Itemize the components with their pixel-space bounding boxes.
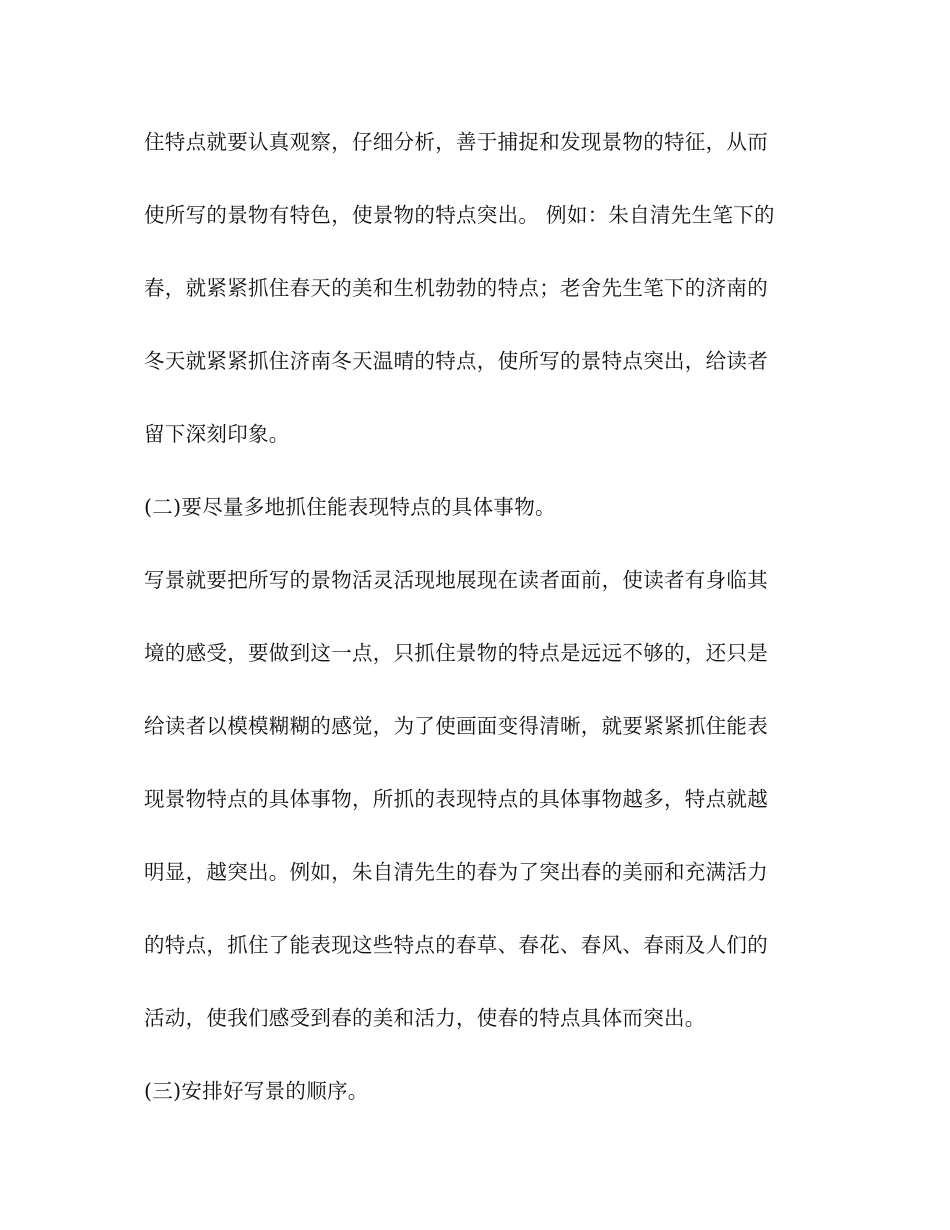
paragraph-line: 给读者以模模糊糊的感觉，为了使画面变得清晰，就要紧紧抓住能表 (144, 714, 768, 738)
paragraph-line: 活动，使我们感受到春的美和活力，使春的特点具体而突出。 (144, 1006, 706, 1030)
section-heading: (三)安排好写景的顺序。 (144, 1079, 369, 1103)
paragraph-line: 现景物特点的具体事物，所抓的表现特点的具体事物越多，特点就越 (144, 787, 768, 811)
paragraph-line: 写景就要把所写的景物活灵活现地展现在读者面前，使读者有身临其 (144, 568, 768, 592)
paragraph-line: 境的感受，要做到这一点，只抓住景物的特点是远远不够的，还只是 (144, 641, 768, 665)
section-heading: (二)要尽量多地抓住能表现特点的具体事物。 (144, 495, 556, 519)
paragraph-line: 使所写的景物有特色，使景物的特点突出。 例如：朱自清先生笔下的 (144, 203, 775, 227)
paragraph-line: 住特点就要认真观察，仔细分析，善于捕捉和发现景物的特征，从而 (144, 130, 768, 154)
paragraph-line: 春，就紧紧抓住春天的美和生机勃勃的特点；老舍先生笔下的济南的 (144, 276, 768, 300)
paragraph-line: 明显，越突出。例如，朱自清先生的春为了突出春的美丽和充满活力 (144, 860, 768, 884)
paragraph-line: 的特点，抓住了能表现这些特点的春草、春花、春风、春雨及人们的 (144, 933, 768, 957)
paragraph-line: 冬天就紧紧抓住济南冬天温晴的特点，使所写的景特点突出，给读者 (144, 349, 768, 373)
paragraph-line: 留下深刻印象。 (144, 422, 290, 446)
